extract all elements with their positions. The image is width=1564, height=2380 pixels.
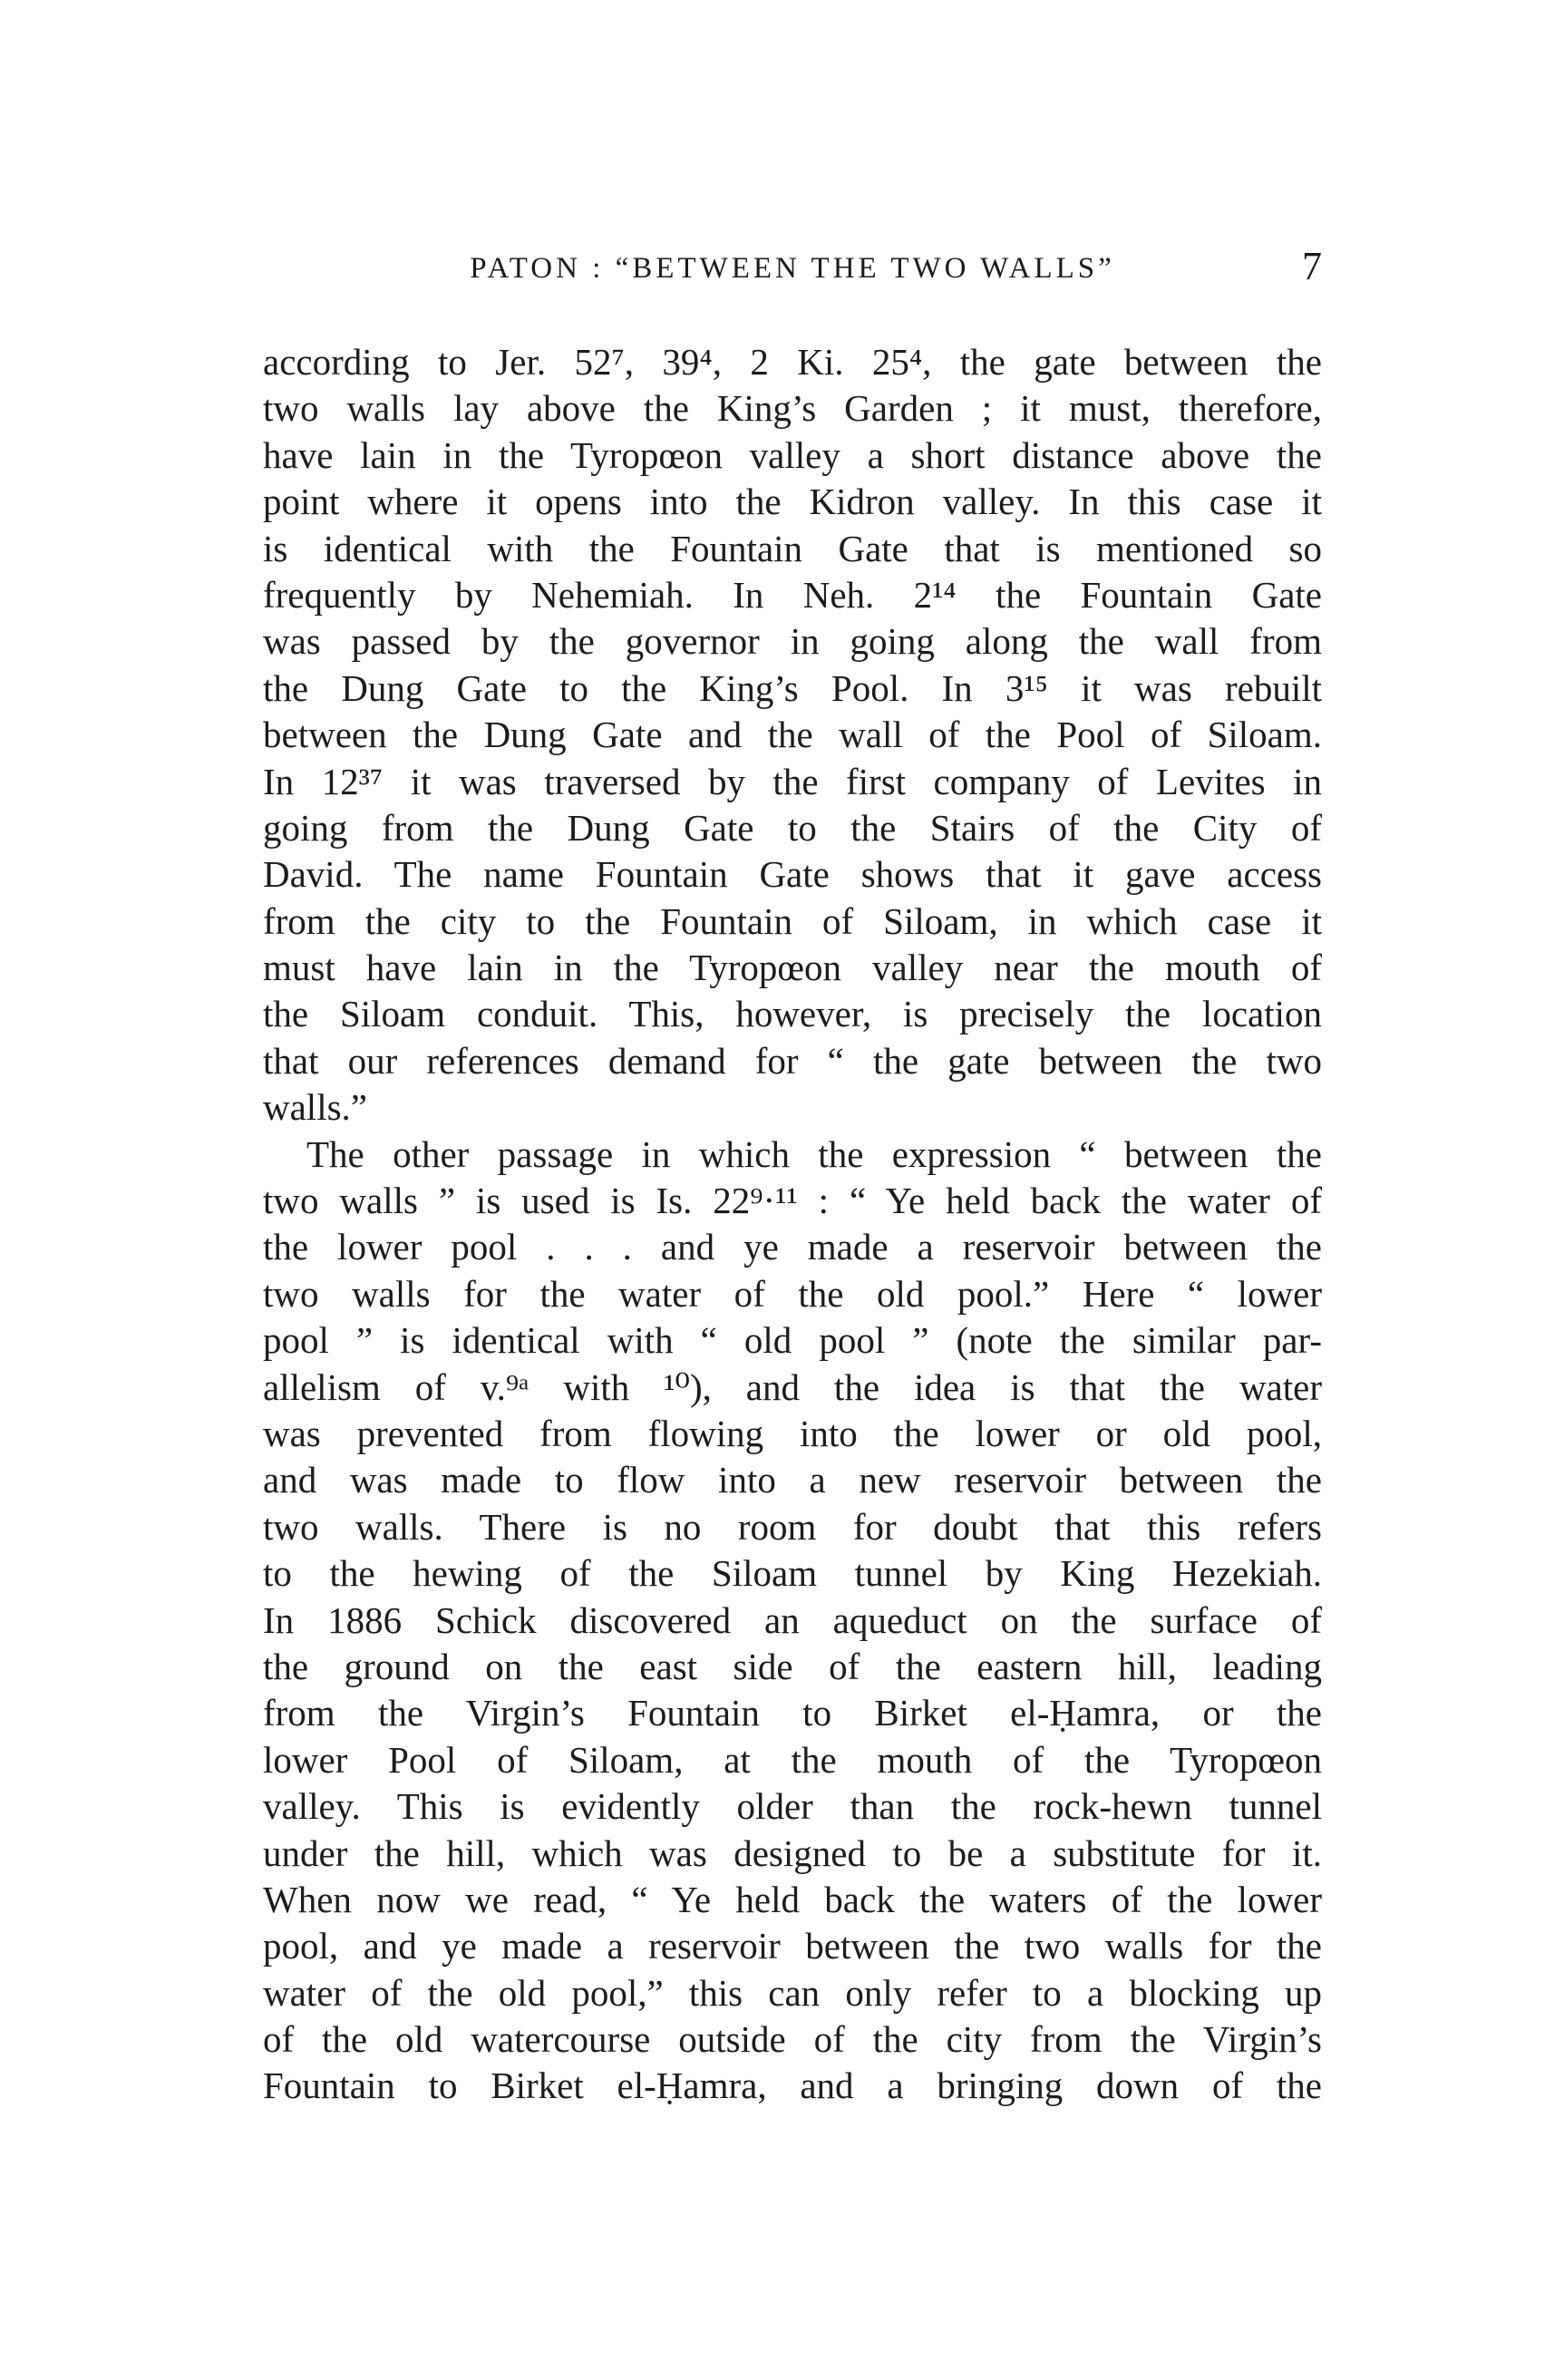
text-line: to the hewing of the Siloam tunnel by King Hezekiah.	[263, 1552, 1322, 1595]
text-line: allelism of v.⁹ᵃ with ¹⁰), and the idea is that the water	[263, 1365, 1322, 1408]
text-line: the ground on the east side of the eastern hill, leading	[263, 1645, 1322, 1687]
text-line: In 1886 Schick discovered an aqueduct on the surface of	[263, 1598, 1322, 1641]
text-line: between the Dung Gate and the wall of the Pool of Siloam.	[263, 714, 1322, 756]
text-line: must have lain in the Tyropœon valley near the mouth of	[263, 947, 1322, 989]
running-title: PATON : “BETWEEN THE TWO WALLS”	[470, 252, 1115, 285]
text-line: Fountain to Birket el-Ḥamra, and a bringing down of the	[263, 2064, 1322, 2107]
text-line: valley. This is evidently older than the rock-hewn tunnel	[263, 1785, 1322, 1828]
page-number: 7	[1302, 244, 1322, 288]
text-line: pool, and ye made a reservoir between the two walls for the	[263, 1925, 1322, 1967]
text-line: two walls. There is no room for doubt that this refers	[263, 1505, 1322, 1548]
paragraph-end-line: walls.”	[263, 1086, 367, 1129]
text-line: that our references demand for “ the gate between the two	[263, 1039, 1322, 1082]
text-line: two walls ” is used is Is. 22⁹·¹¹ : “ Ye held back the water of	[263, 1180, 1322, 1222]
text-line: have lain in the Tyropœon valley a short distance above the	[263, 433, 1322, 476]
text-line: water of the old pool,” this can only refer to a blocking up	[263, 1971, 1322, 2014]
text-line: was passed by the governor in going along the wall from	[263, 620, 1322, 663]
text-line: When now we read, “ Ye held back the waters of the lower	[263, 1878, 1322, 1920]
text-line: the lower pool . . . and ye made a reservoir between the	[263, 1226, 1322, 1268]
text-line: going from the Dung Gate to the Stairs of the City of	[263, 806, 1322, 849]
text-line: and was made to flow into a new reservoir between the	[263, 1459, 1322, 1501]
text-line: is identical with the Fountain Gate that is mentioned so	[263, 527, 1322, 569]
text-line: David. The name Fountain Gate shows that it gave access	[263, 853, 1322, 896]
text-line: under the hill, which was designed to be a substitute for it.	[263, 1831, 1322, 1874]
text-line: the Siloam conduit. This, however, is precisely the location	[263, 993, 1322, 1035]
text-line: pool ” is identical with “ old pool ” (note the similar par-	[263, 1319, 1322, 1362]
text-line: In 12³⁷ it was traversed by the first company of Levites in	[263, 760, 1322, 802]
text-line: of the old watercourse outside of the city from the Virgin’s	[263, 2018, 1322, 2061]
text-line: was prevented from flowing into the lower or old pool,	[263, 1412, 1322, 1454]
text-line: from the Virgin’s Fountain to Birket el-Ḥamra, or the	[263, 1692, 1322, 1734]
paragraph-start-line: The other passage in which the expression “ between the	[306, 1132, 1322, 1175]
text-line: according to Jer. 52⁷, 39⁴, 2 Ki. 25⁴, the gate between the	[263, 341, 1322, 383]
text-line: two walls lay above the King’s Garden ; it must, therefore,	[263, 387, 1322, 430]
text-line: point where it opens into the Kidron valley. In this case it	[263, 481, 1322, 523]
running-head	[263, 243, 1322, 297]
text-line: from the city to the Fountain of Siloam, in which case it	[263, 899, 1322, 942]
text-line: two walls for the water of the old pool.” Here “ lower	[263, 1272, 1322, 1315]
text-line: frequently by Nehemiah. In Neh. 2¹⁴ the Fountain Gate	[263, 573, 1322, 616]
text-line: lower Pool of Siloam, at the mouth of the Tyropœon	[263, 1738, 1322, 1781]
text-line: the Dung Gate to the King’s Pool. In 3¹⁵ it was rebuilt	[263, 666, 1322, 709]
body-text	[263, 339, 1322, 2110]
